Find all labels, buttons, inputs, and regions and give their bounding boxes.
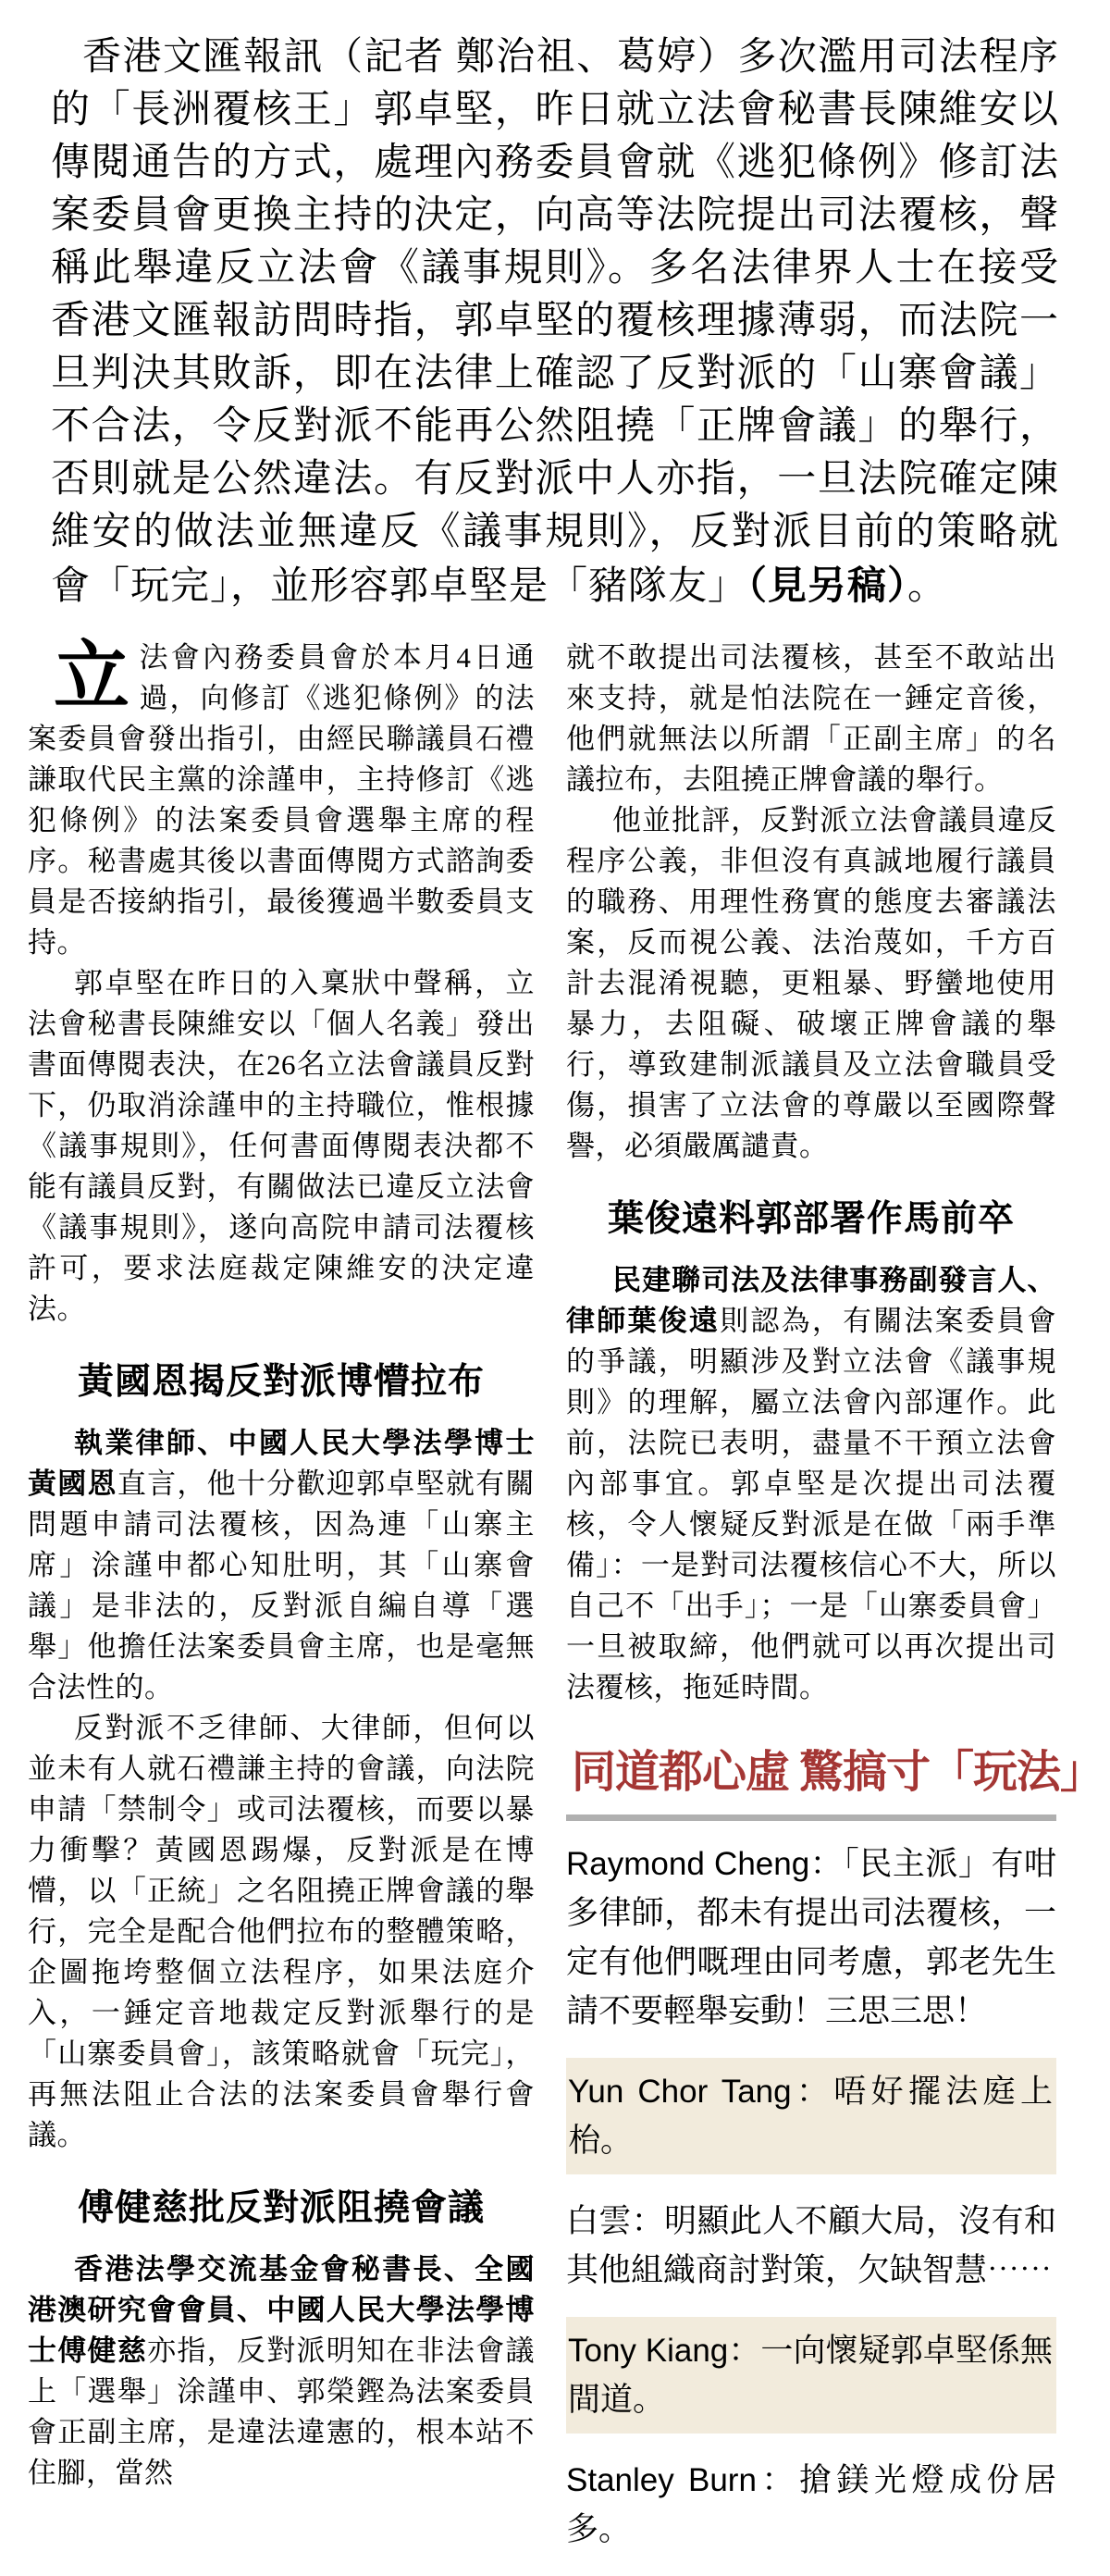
section-header-wong-kwok-yan: 黃國恩揭反對派博懵拉布 xyxy=(77,1362,485,1402)
paragraph-continuation: 就不敢提出司法覆核，甚至不敢站出來支持，就是怕法院在一錘定音後，他們就無法以所謂「正副主席」的名議拉布，去阻撓正牌會議的舉行。 xyxy=(566,641,1056,796)
speaker-title-bold: 香港法學交流基金會秘書長、全國港澳研究會會員、中國人民大學法學博士傅健慈 xyxy=(28,2253,535,2367)
comments-box xyxy=(566,1736,1104,2554)
paragraph-text: 法會內務委員會於本月4日通過，向修訂《逃犯條例》的法案委員會發出指引，由經民聯議員石禮謙取代民主黨的涂謹申，主持修訂《逃犯條例》的法案委員會選舉主席的程序。秘書處其後以書面傳閱方式諮詢委員是否接納指引，最後獲過半數委員支持。 xyxy=(28,641,535,959)
lead-paragraph xyxy=(51,31,1059,613)
comment-stanley-burn: Stanley Burn：搶鎂光燈成份居多。 xyxy=(566,2462,1056,2547)
lead-note: （見另稿） xyxy=(747,564,908,607)
paragraph xyxy=(28,2249,535,2494)
speaker-title-bold: 民建聯司法及法律事務副發言人、律師葉俊遠 xyxy=(566,1264,1056,1337)
lead-text: 香港文匯報訊（記者 鄭治祖、葛婷）多次濫用司法程序的「長洲覆核王」郭卓堅，昨日就立法會秘書長陳維安以傳閱通告的方式，處理內務委員會就《逃犯條例》修訂法案委員會更換主持的決定，向高等法院提出司法覆核，聲稱此舉違反立法會《議事規則》。多名法律界人士在接受香港文匯報訪問時指，郭卓堅的覆核理據薄弱，而法院一旦判決其敗訴，即在法律上確認了反對派的「山寨會議」不合法，令反對派不能再公然阻撓「正牌會議」的舉行，否則就是公然違法。有反對派中人亦指，一旦法院確定陳維安的做法並無違反《議事規則》，反對派目前的策略就會「玩完」，並形容郭卓堅是「豬隊友」 xyxy=(51,36,1059,608)
lead-end-punctuation: 。 xyxy=(907,565,948,608)
paragraph-with-dropcap xyxy=(28,635,535,963)
left-column xyxy=(28,635,535,2576)
paragraph-text: 直言，他十分歡迎郭卓堅就有關問題申請司法覆核，因為連「山寨主席」涂謹申都心知肚明，其「山寨會議」是非法的，反對派自編自導「選舉」他擔任法案委員會主席，也是毫無合法性的。 xyxy=(28,1468,535,1703)
section-header-fu-kin-chi: 傅健慈批反對派阻撓會議 xyxy=(77,2188,485,2228)
paragraph: 郭卓堅在昨日的入稟狀中聲稱，立法會秘書長陳維安以「個人名義」發出書面傳閱表決，在26名立法會議員反對下，仍取消涂謹申的主持職位，惟根據《議事規則》，任何書面傳閱表決都不能有議員反對，有關做法已違反立法會《議事規則》，遂向高院申請司法覆核許可，要求法庭裁定陳維安的決定違法。 xyxy=(28,967,535,1325)
newspaper-article-page xyxy=(0,31,1110,2547)
section-header-yip-chun-yuen: 葉俊遠料郭部署作馬前卒 xyxy=(607,1199,1015,1239)
paragraph: 反對派不乏律師、大律師，但何以並未有人就石禮謙主持的會議，向法院申請「禁制令」或司法覆核，而要以暴力衝擊？黃國恩踢爆，反對派是在博懵，以「正統」之名阻撓正牌會議的舉行，完全是配合他們拉布的整體策略，企圖拖垮整個立法程序，如果法庭介入，一錘定音地裁定反對派舉行的是「山寨委員會」，該策略就會「玩完」，再無法阻止合法的法案委員會舉行會議。 xyxy=(28,1712,535,2151)
speaker-title-bold: 執業律師、中國人民大學法學博士黃國恩 xyxy=(28,1427,535,1500)
comments-box-title: 同道都心虛 驚搞寸「玩法」 xyxy=(572,1748,1104,1797)
article-columns xyxy=(28,635,1104,2576)
right-column xyxy=(566,638,1104,2576)
divider-rule xyxy=(566,1814,1056,1821)
comment-bak-wan: 白雲：明顯此人不顧大局，沒有和其他組織商討對策，欠缺智慧⋯⋯ xyxy=(566,2203,1056,2288)
dropcap-character: 立 xyxy=(54,635,130,719)
comment-raymond-cheng: Raymond Cheng：「民主派」有咁多律師，都未有提出司法覆核，一定有他們嘅理由同考慮，郭老先生請不要輕舉妄動！三思三思！ xyxy=(566,1846,1056,2029)
paragraph xyxy=(28,1423,535,1708)
comment-yun-chor-tang: Yun Chor Tang：唔好擺法庭上枱。 xyxy=(566,2058,1056,2174)
paragraph-text: 則認為，有關法案委員會的爭議，明顯涉及對立法會《議事規則》的理解，屬立法會內部運作。此前，法院已表明，盡量不干預立法會內部事宜。郭卓堅是次提出司法覆核，令人懷疑反對派是在做「兩手準備」：一是對司法覆核信心不大，所以自己不「出手」；一是「山寨委員會」一旦被取締，他們就可以再次提出司法覆核，拖延時間。 xyxy=(566,1305,1057,1703)
paragraph: 他並批評，反對派立法會議員違反程序公義，非但沒有真誠地履行議員的職務、用理性務實的態度去審議法案，反而視公義、法治蔑如，千方百計去混淆視聽，更粗暴、野蠻地使用暴力，去阻礙、破壞正牌會議的舉行，導致建制派議員及立法會職員受傷，損害了立法會的尊嚴以至國際聲譽，必須嚴厲譴責。 xyxy=(566,804,1056,1162)
paragraph-text: 亦指，反對派明知在非法會議上「選舉」涂謹申、郭榮鏗為法案委員會正副主席，是違法違憲的，根本站不住腳，當然 xyxy=(28,2334,535,2489)
comment-tony-kiang: Tony Kiang：一向懷疑郭卓堅係無間道。 xyxy=(566,2317,1056,2434)
paragraph xyxy=(566,1260,1056,1708)
